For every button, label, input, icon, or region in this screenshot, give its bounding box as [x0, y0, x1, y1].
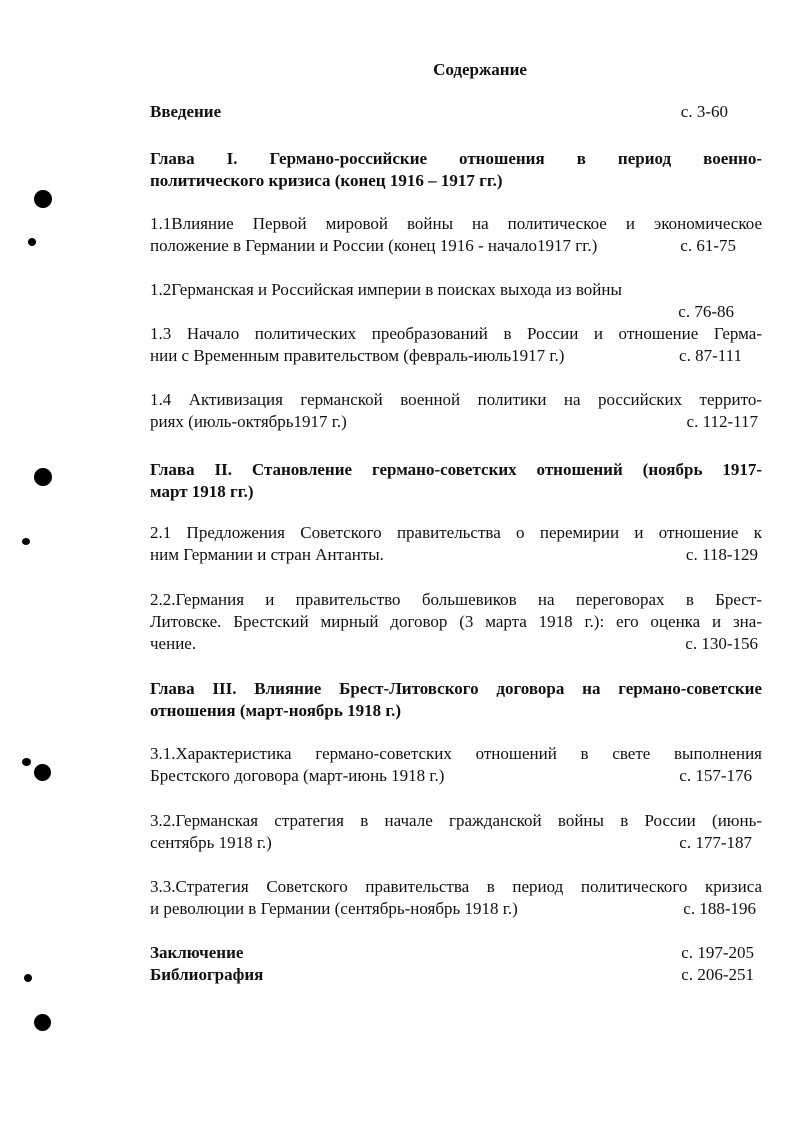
chapter-2-heading-line-1: Глава II. Становление германо-советских отношений (ноябрь 1917-: [150, 460, 762, 479]
section-1-3-pages: с. 87-111: [679, 346, 742, 365]
section-3-1-line-1: 3.1.Характеристика германо-советских отношений в свете выполнения: [150, 744, 762, 763]
section-3-2-pages: с. 177-187: [679, 833, 752, 852]
section-2-2-line-3: [150, 633, 762, 655]
section-2-1-pages: с. 118-129: [685, 545, 758, 564]
section-1-1-line-2: [150, 235, 762, 257]
punch-hole: [34, 190, 52, 208]
section-3-3-line-2: [150, 898, 762, 920]
toc-entry-introduction: [150, 101, 762, 123]
punch-hole: [34, 1014, 51, 1031]
section-2-1-line-1: 2.1 Предложения Советского правительства о перемирии и отношение к: [150, 523, 762, 542]
punch-hole: [24, 974, 32, 982]
section-3-1-pages: с. 157-176: [679, 766, 752, 785]
section-3-3-pages: с. 188-196: [683, 899, 756, 918]
section-2-2-pages: с. 130-156: [685, 634, 758, 653]
section-1-2-pages-value: с. 76-86: [678, 302, 734, 321]
section-1-4-pages: с. 112-117: [686, 412, 758, 431]
chapter-3-heading-line-2: отношения (март-ноябрь 1918 г.): [150, 701, 402, 720]
section-2-1-line-2: [150, 544, 762, 566]
section-3-1-text: Брестского договора (март-июнь 1918 г.): [150, 766, 445, 785]
section-1-4-line-2: [150, 411, 762, 433]
section-3-3-text: и революции в Германии (сентябрь-ноябрь 1918 г.): [150, 899, 518, 918]
section-1-1-line-1: 1.1Влияние Первой мировой войны на политическое и экономическое: [150, 214, 762, 233]
section-1-4-text: риях (июль-октябрь1917 г.): [150, 412, 347, 431]
toc-entry-bibliography: [150, 964, 762, 986]
section-1-3-line-2: [150, 345, 762, 367]
bibliography-pages: с. 206-251: [681, 965, 754, 984]
section-2-2-line-2: Литовске. Брестский мирный договор (3 марта 1918 г.): его оценка и зна-: [150, 612, 762, 631]
section-1-4-line-1: 1.4 Активизация германской военной политики на российских террито-: [150, 390, 762, 409]
section-1-1-text: положение в Германии и России (конец 1916 - начало1917 гг.): [150, 236, 598, 255]
section-3-2-text: сентябрь 1918 г.): [150, 833, 272, 852]
section-1-1-pages: с. 61-75: [680, 236, 736, 255]
section-1-3-line-1: 1.3 Начало политических преобразований в России и отношение Герма-: [150, 324, 762, 343]
toc-entry-conclusion: [150, 942, 762, 964]
punch-hole: [28, 238, 36, 246]
section-1-2-line-1: 1.2Германская и Российская империи в поисках выхода из войны: [150, 280, 622, 299]
punch-hole: [34, 764, 51, 781]
chapter-2-heading-line-2: март 1918 гг.): [150, 482, 254, 501]
section-2-2-text: чение.: [150, 634, 197, 653]
page-title: Содержание: [433, 60, 527, 79]
chapter-3-heading-line-1: Глава III. Влияние Брест-Литовского договора на германо-советские: [150, 679, 762, 698]
section-3-2-line-1: 3.2.Германская стратегия в начале гражданской войны в России (июнь-: [150, 811, 762, 830]
introduction-label: Введение: [150, 102, 222, 121]
section-1-3-text: нии с Временным правительством (февраль-июль1917 г.): [150, 346, 565, 365]
section-3-1-line-2: [150, 765, 762, 787]
introduction-pages: с. 3-60: [680, 102, 728, 121]
section-2-1-text: ним Германии и стран Антанты.: [150, 545, 384, 564]
section-3-3-line-1: 3.3.Стратегия Советского правительства в период политического кризиса: [150, 877, 762, 896]
section-1-2-pages: [150, 301, 762, 323]
punch-hole: [22, 538, 30, 545]
conclusion-label: Заключение: [150, 943, 244, 962]
bibliography-label: Библиография: [150, 965, 264, 984]
punch-hole: [22, 758, 31, 766]
punch-hole: [34, 468, 52, 486]
chapter-1-heading-line-1: Глава I. Германо-российские отношения в период военно-: [150, 149, 762, 168]
section-3-2-line-2: [150, 832, 762, 854]
chapter-1-heading-line-2: политического кризиса (конец 1916 – 1917 гг.): [150, 171, 503, 190]
section-2-2-line-1: 2.2.Германия и правительство большевиков на переговорах в Брест-: [150, 590, 762, 609]
conclusion-pages: с. 197-205: [681, 943, 754, 962]
